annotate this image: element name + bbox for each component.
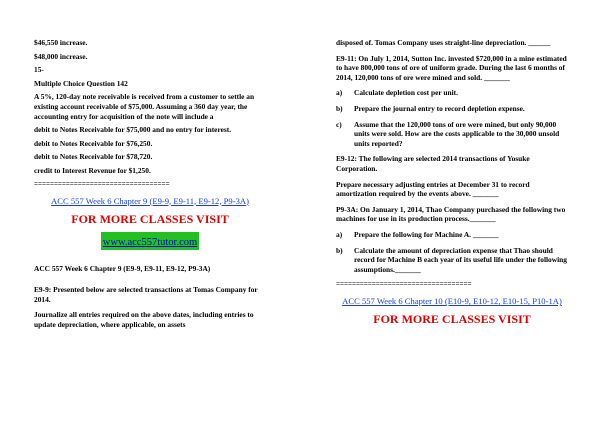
course-link[interactable]: ACC 557 Week 6 Chapter 10 (E10-9, E10-12, E10-15, P10-1A)	[342, 296, 562, 307]
exercise-option: b) Prepare the journal entry to record depletion expense.	[336, 103, 525, 113]
exercise-text: P9-3A: On January 1, 2014, Thao Company purchased the following two machines for use in its production process._______	[336, 204, 566, 224]
answer-option: credit to Interest Revenue for $1,250.	[34, 165, 151, 175]
exercise-text: E9-9: Presented below are selected transactions at Tomas Company for 2014.	[34, 285, 258, 304]
separator-line: ==================================	[336, 280, 472, 289]
exercise-text: Prepare necessary adjusting entries at December 31 to record amortization required by the events above. _______	[336, 179, 530, 199]
promo-heading: FOR MORE CLASSES VISIT	[71, 211, 229, 226]
website-link[interactable]: www.acc557tutor.com	[102, 236, 198, 248]
section-heading: ACC 557 Week 6 Chapter 9 (E9-9, E9-11, E9-12, P9-3A)	[34, 263, 211, 273]
right-column	[336, 38, 568, 332]
question-number: 15-	[34, 65, 44, 75]
question-title: Multiple Choice Question 142	[34, 78, 128, 88]
course-link[interactable]: ACC 557 Week 6 Chapter 9 (E9-9, E9-11, E9-12, P9-3A)	[51, 195, 249, 206]
exercise-text: E9-12: The following are selected 2014 transactions of Yosuke Corporation.	[336, 154, 530, 173]
answer-option: debit to Notes Receivable for $78,720.	[34, 152, 153, 162]
promo-heading: FOR MORE CLASSES VISIT	[373, 312, 531, 327]
exercise-option: c) Assume that the 120,000 tons of ore were mined, but only 90,000 units were sold. How are the costs applicable to the 30,000 unsold units reported?	[336, 119, 560, 148]
exercise-text: disposed of. Tomas Company uses straight-line depreciation. ______	[336, 38, 551, 47]
answer-option: debit to Notes Receivable for $75,000 and no entry for interest.	[34, 125, 232, 135]
exercise-text: E9-11: On July 1, 2014, Sutton Inc. invested $720,000 in a mine estimated to have 800,000 tons of ore of uniform grade. During the last 6 months of 2014, 120,000 tons of ore were mined and sold. _______	[336, 53, 567, 82]
separator-line: ==================================	[34, 179, 170, 188]
answer-option: debit to Notes Receivable for $76,250.	[34, 138, 153, 148]
exercise-text: Journalize all entries required on the above dates, including entries to update depreciation, where applicable, on assets	[34, 310, 254, 329]
left-column	[34, 38, 266, 336]
question-text: A 5%, 120-day note receivable is received from a customer to settle an existing account receivable of $75,000. Assuming a 360 day year, the accounting entry for acquisition of the note will include a	[34, 92, 255, 121]
url-highlight[interactable]	[101, 232, 199, 250]
answer-option: $46,550 increase.	[34, 38, 88, 47]
exercise-option: a) Calculate depletion cost per unit.	[336, 88, 458, 98]
exercise-option: a) Prepare the following for Machine A. _______	[336, 229, 499, 239]
exercise-option: b) Calculate the amount of depreciation expense that Thao should record for Machine B each year of its useful life under the following assumptions._______	[336, 245, 567, 274]
answer-option: $48,000 increase.	[34, 51, 88, 61]
